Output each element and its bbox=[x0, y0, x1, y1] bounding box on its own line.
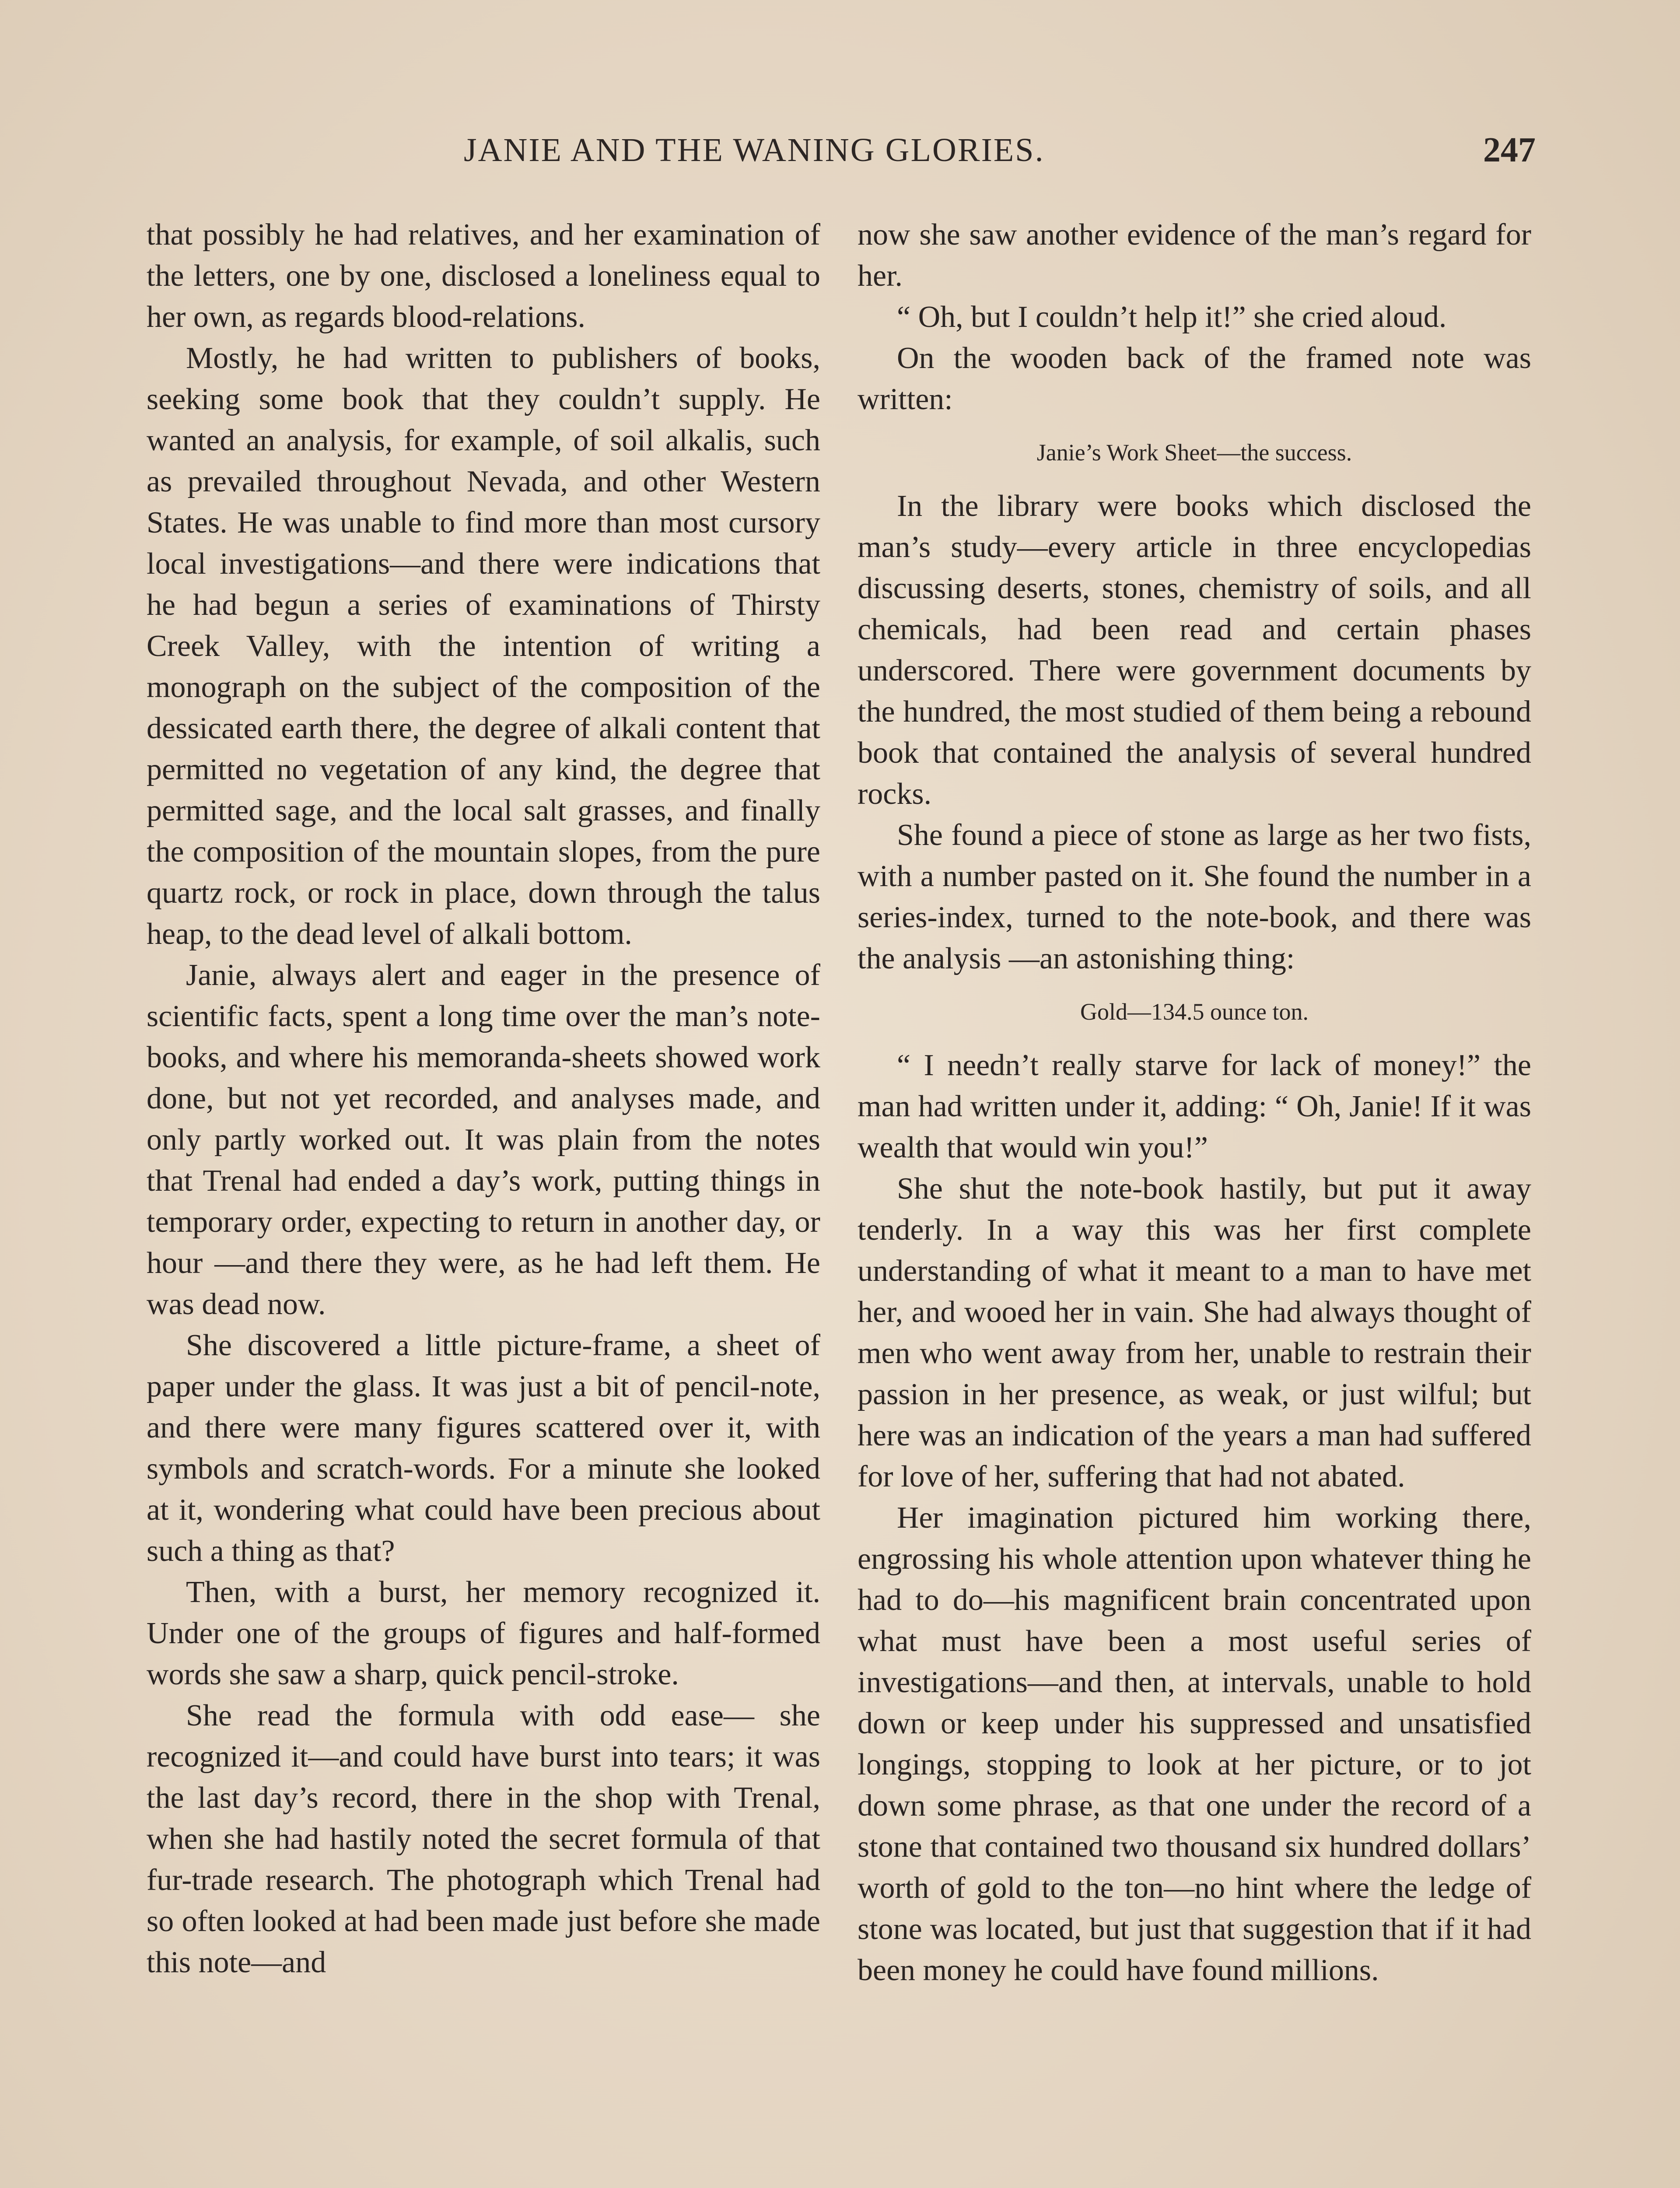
paragraph: She shut the note-book hastily, but put it away tenderly. In a way this was her first complete understanding of what it meant to a man to have met her, and wooed her in vain. She had always thought of men who went away from her, unable to restrain their passion in her presence, as weak, or just wilful; but here was an indication of the years a man had suffered for love of her, suffering that had not abated. bbox=[858, 1172, 1531, 1494]
paragraph: now she saw another evidence of the man’s regard for her. bbox=[858, 218, 1531, 293]
paragraph: She discovered a little picture-frame, a sheet of paper under the glass. It was just a bit of pencil-note, and there were many figures scattered over it, with symbols and scratch-words. For a minute she looked at it, wondering what could have been precious about such a thing as that? bbox=[147, 1329, 820, 1568]
running-title: JANIE AND THE WANING GLORIES. bbox=[464, 132, 1045, 168]
left-text-column bbox=[147, 214, 820, 1983]
paragraph: that possibly he had relatives, and her examination of the letters, one by one, disclosed a loneliness equal to her own, as regards blood-relations. bbox=[147, 218, 820, 334]
paragraph: “ Oh, but I couldn’t help it!” she cried aloud. bbox=[897, 300, 1447, 334]
paragraph: Mostly, he had written to publishers of books, seeking some book that they couldn’t supply. He wanted an analysis, for example, of soil alkalis, such as prevailed throughout Nevada, and other Western States. He was unable to find more than most cursory local investigations—and there were indications that he had begun a series of examinations of Thirsty Creek Valley, with the intention of writing a monograph on the subject of the composition of the dessicated earth there, the degree of alkali content that permitted no vegetation of any kind, the degree that permitted sage, and the local salt grasses, and finally the composition of the mountain slopes, from the pure quartz rock, or rock in place, down through the talus heap, to the dead level of alkali bottom. bbox=[147, 341, 820, 951]
analysis-note: Gold—134.5 ounce ton. bbox=[1080, 999, 1309, 1025]
paragraph: “ I needn’t really starve for lack of money!” the man had written under it, adding: “ Oh, Janie! If it was wealth that would win you!” bbox=[858, 1048, 1531, 1164]
paragraph: Janie, always alert and eager in the presence of scientific facts, spent a long time over the man’s note-books, and where his memoranda-sheets showed work done, but not yet recorded, and analyses made, and only partly worked out. It was plain from the notes that Trenal had ended a day’s work, putting things in temporary order, expecting to return in another day, or hour —and there they were, as he had left them. He was dead now. bbox=[147, 958, 820, 1321]
page-number: 247 bbox=[1483, 131, 1536, 169]
paragraph: Then, with a burst, her memory recognized it. Under one of the groups of figures and half-formed words she saw a sharp, quick pencil-stroke. bbox=[147, 1575, 820, 1691]
paragraph: On the wooden back of the framed note was written: bbox=[858, 341, 1531, 416]
paragraph: In the library were books which disclosed the man’s study—every article in three encyclopedias discussing deserts, stones, chemistry of soils, and all chemicals, had been read and certain phases underscored. There were government documents by the hundred, the most studied of them being a rebound book that contained the analysis of several hundred rocks. bbox=[858, 489, 1531, 811]
paragraph: Her imagination pictured him working there, engrossing his whole attention upon whatever thing he had to do—his magnificent brain concentrated upon what must have been a most useful series of investigations—and then, at intervals, unable to hold down or keep under his suppressed and unsatisfied longings, stopping to look at her picture, or to jot down some phrase, as that one under the record of a stone that contained two thousand six hundred dollars’ worth of gold to the ton—no hint where the ledge of stone was located, but just that suggestion that if it had been money he could have found millions. bbox=[858, 1501, 1531, 1987]
inscription-note: Janie’s Work Sheet—the success. bbox=[1036, 439, 1352, 466]
right-text-column bbox=[858, 214, 1531, 1991]
paragraph: She read the formula with odd ease— she recognized it—and could have burst into tears; it was the last day’s record, there in the shop with Trenal, when she had hastily noted the secret formula of that fur-trade research. The photograph which Trenal had so often looked at had been made just before she made this note—and bbox=[147, 1699, 820, 1979]
paragraph: She found a piece of stone as large as her two fists, with a number pasted on it. She found the number in a series-index, turned to the note-book, and there was the analysis —an astonishing thing: bbox=[858, 818, 1531, 975]
